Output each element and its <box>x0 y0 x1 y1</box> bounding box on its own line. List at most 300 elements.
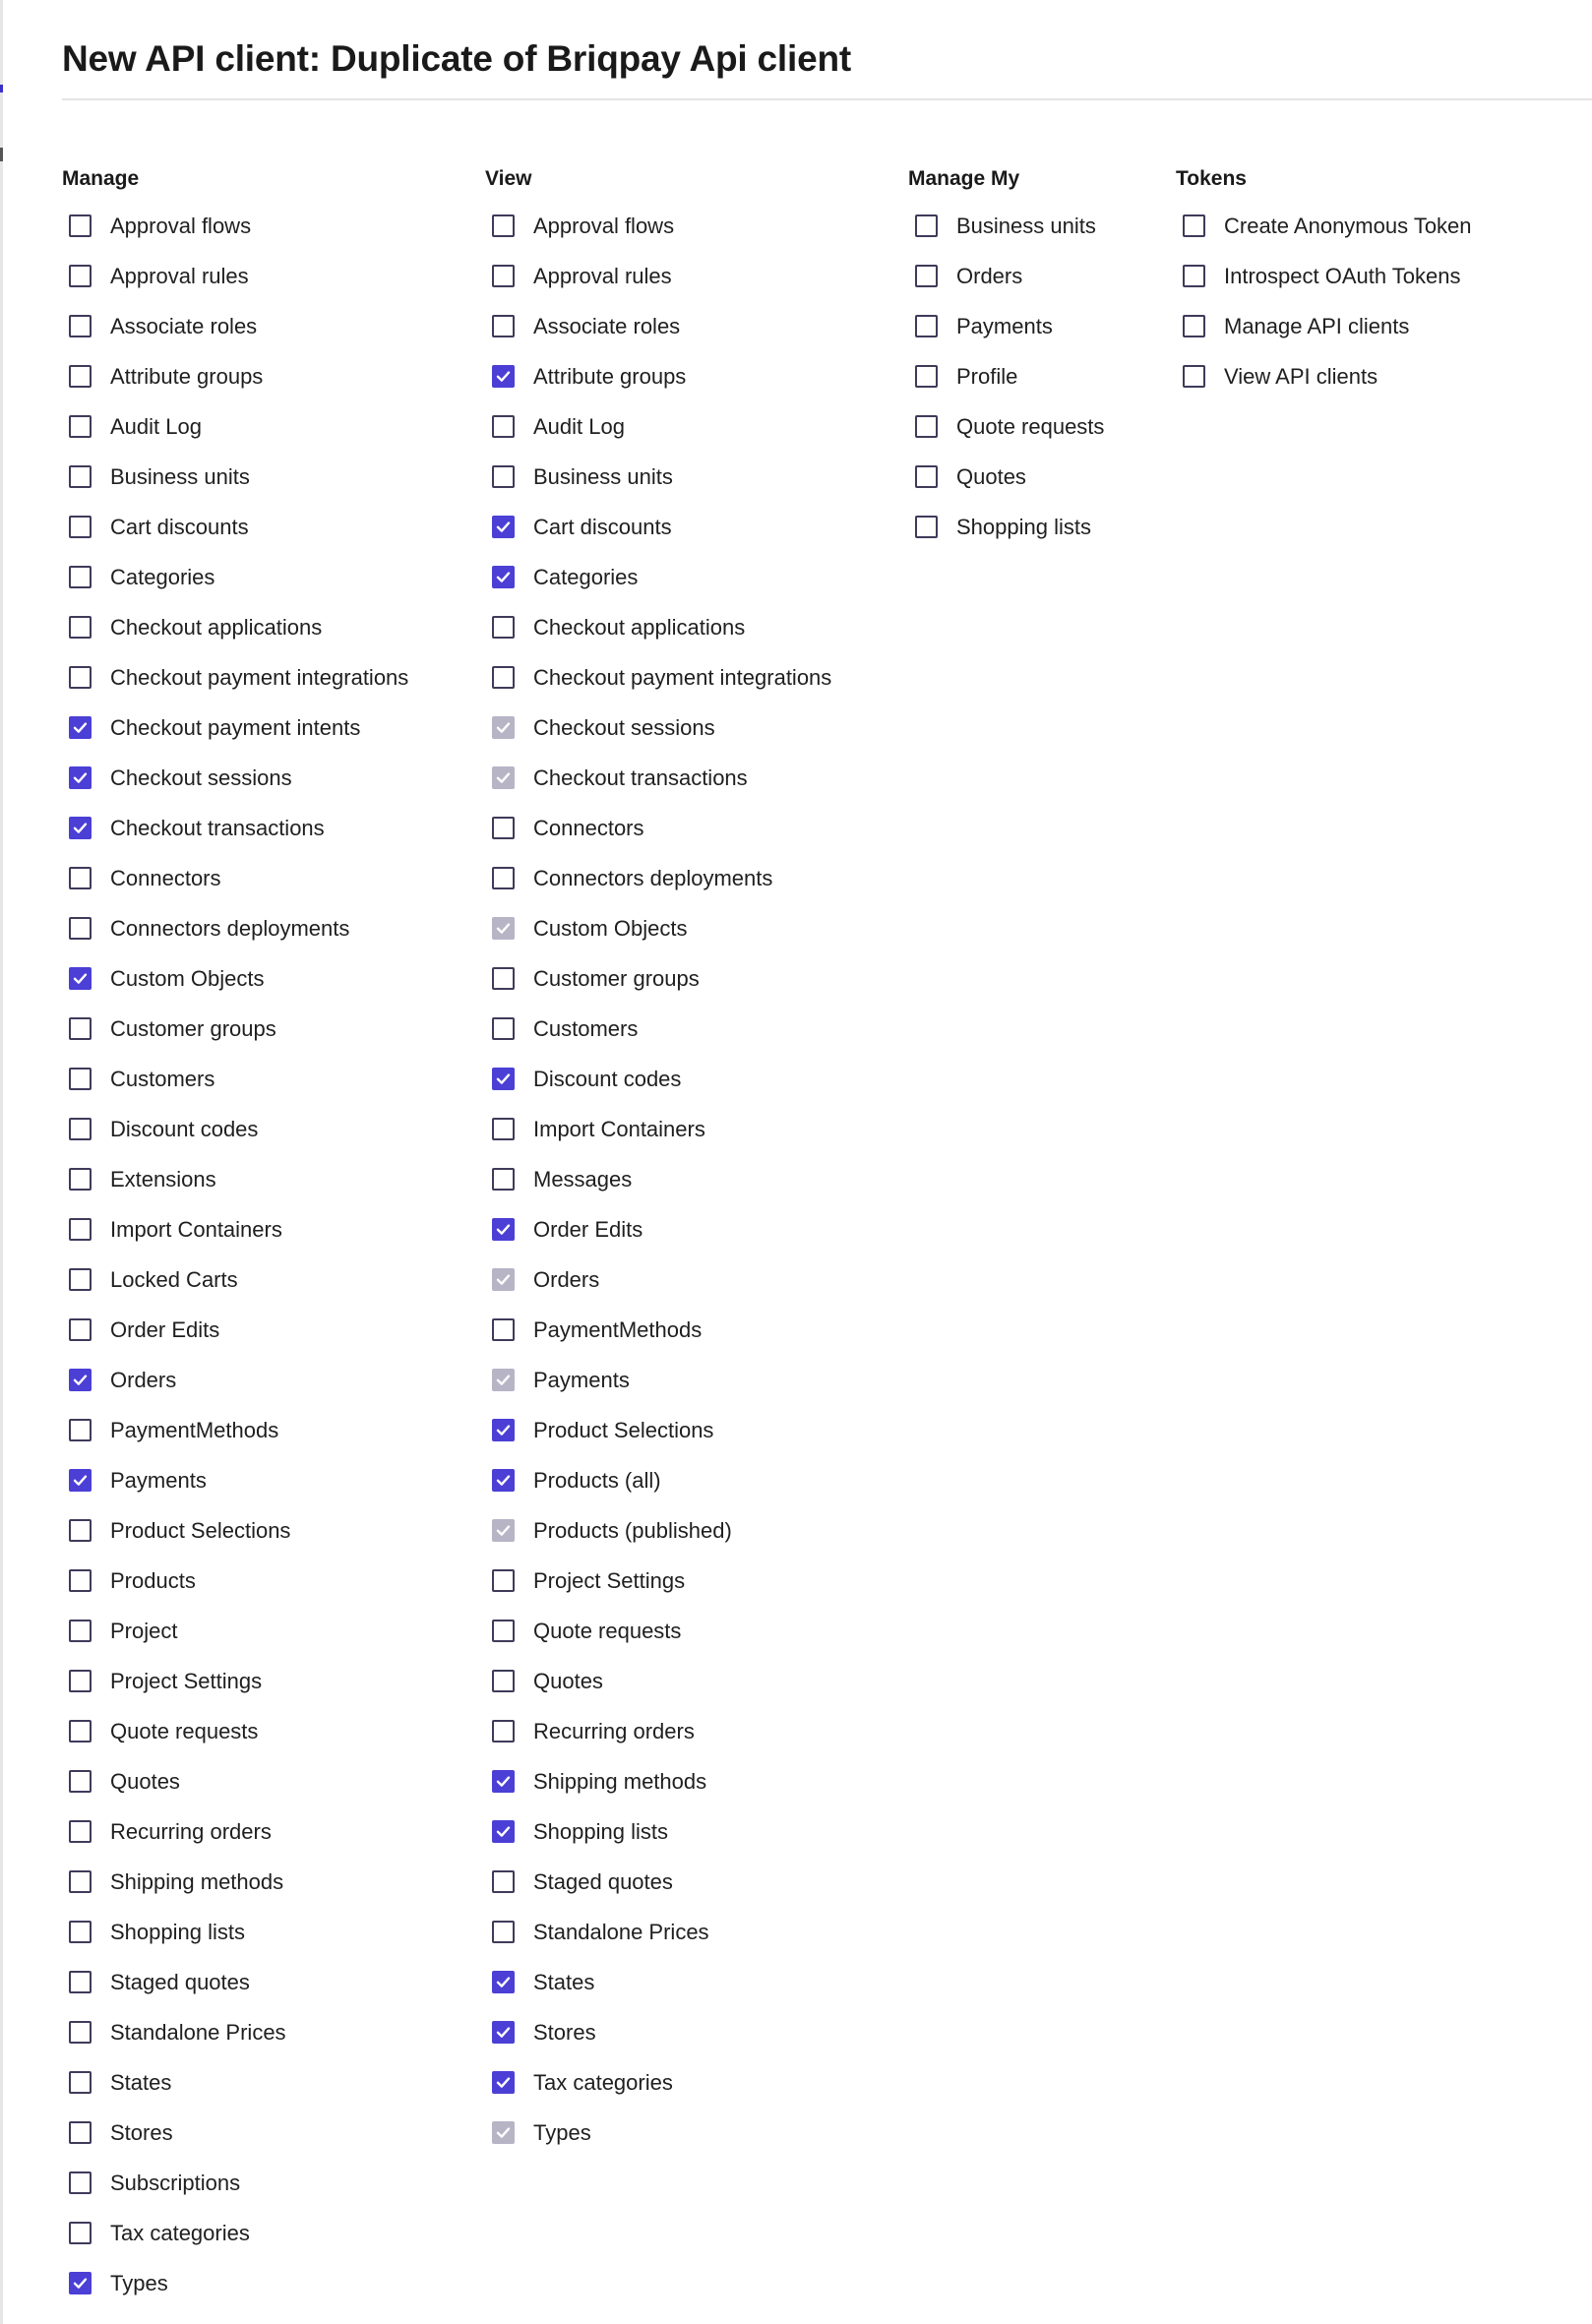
permission-view-cart-discounts[interactable] <box>485 502 831 552</box>
permission-view-states[interactable] <box>485 1957 831 2007</box>
checkbox[interactable] <box>69 2121 92 2144</box>
checkbox[interactable] <box>69 1670 92 1692</box>
permission-label: Product Selections <box>110 1517 291 1543</box>
checkbox[interactable] <box>69 716 92 739</box>
permission-label: Project Settings <box>533 1567 686 1593</box>
permission-label: Quote requests <box>533 1618 682 1643</box>
column-view <box>485 165 831 2158</box>
checkbox[interactable] <box>492 1870 515 1893</box>
checkbox[interactable] <box>69 1620 92 1642</box>
checkbox[interactable] <box>69 465 92 488</box>
permission-manage-staged-quotes[interactable] <box>62 1957 408 2007</box>
checkbox[interactable] <box>69 1569 92 1592</box>
permission-manage-business-units[interactable] <box>62 452 408 502</box>
permission-manage-checkout-payment-intents[interactable] <box>62 703 408 753</box>
checkbox[interactable] <box>69 315 92 337</box>
checkbox[interactable] <box>69 766 92 789</box>
checkbox[interactable] <box>492 1318 515 1341</box>
permission-label: Payments <box>956 313 1053 338</box>
checkbox[interactable] <box>492 415 515 438</box>
permission-label: Cart discounts <box>110 514 249 539</box>
permission-view-payments <box>485 1355 831 1405</box>
column-heading-manage-my: Manage My <box>908 167 1020 190</box>
permission-manage-discount-codes[interactable] <box>62 1104 408 1154</box>
permission-label: Connectors deployments <box>533 865 773 890</box>
permission-manage-my-orders[interactable] <box>908 251 1104 301</box>
checkbox[interactable] <box>492 365 515 388</box>
checkmark-icon <box>72 769 89 786</box>
permission-view-shipping-methods[interactable] <box>485 1756 831 1806</box>
permission-manage-associate-roles[interactable] <box>62 301 408 351</box>
checkbox[interactable] <box>69 516 92 538</box>
checkbox[interactable] <box>492 1068 515 1090</box>
checkbox[interactable] <box>69 1770 92 1793</box>
checkbox[interactable] <box>1183 365 1205 388</box>
permission-label: Checkout sessions <box>110 764 292 790</box>
permission-manage-approval-rules[interactable] <box>62 251 408 301</box>
permission-manage-checkout-sessions[interactable] <box>62 753 408 803</box>
permission-label: Shipping methods <box>533 1768 707 1794</box>
checkbox[interactable] <box>69 1971 92 1993</box>
checkbox[interactable] <box>492 265 515 287</box>
permission-view-audit-log[interactable] <box>485 401 831 452</box>
permission-view-stores[interactable] <box>485 2007 831 2057</box>
checkmark-icon <box>72 1472 89 1489</box>
checkbox[interactable] <box>69 666 92 689</box>
checkbox[interactable] <box>69 265 92 287</box>
permission-view-product-selections[interactable] <box>485 1405 831 1455</box>
checkmark-icon <box>495 2124 512 2141</box>
checkmark-icon <box>72 970 89 987</box>
permission-view-connectors[interactable] <box>485 803 831 853</box>
checkbox <box>492 716 515 739</box>
left-panel-indicator <box>0 85 3 92</box>
checkbox[interactable] <box>69 1720 92 1743</box>
permission-label: Orders <box>956 263 1023 288</box>
permission-label: Audit Log <box>110 413 202 439</box>
permission-manage-checkout-applications[interactable] <box>62 602 408 652</box>
checkmark-icon <box>495 1823 512 1840</box>
permission-manage-standalone-prices[interactable] <box>62 2007 408 2057</box>
permission-tokens-introspect-oauth-tokens[interactable] <box>1176 251 1472 301</box>
checkmark-icon <box>495 1271 512 1288</box>
checkbox[interactable] <box>492 1419 515 1441</box>
permission-label: Shipping methods <box>110 1868 284 1894</box>
checkbox[interactable] <box>69 1519 92 1542</box>
permission-label: Customers <box>533 1015 639 1041</box>
permission-manage-my-shopping-lists[interactable] <box>908 502 1104 552</box>
permission-view-quote-requests[interactable] <box>485 1606 831 1656</box>
permission-label: Project Settings <box>110 1668 263 1693</box>
permission-label: Approval flows <box>110 213 252 238</box>
permission-manage-approval-flows[interactable] <box>62 201 408 251</box>
checkmark-icon <box>72 820 89 836</box>
permission-label: Approval rules <box>533 263 672 288</box>
permission-label: Customer groups <box>533 965 700 991</box>
permission-label: Audit Log <box>533 413 625 439</box>
checkbox[interactable] <box>492 1770 515 1793</box>
checkbox[interactable] <box>915 365 938 388</box>
checkbox[interactable] <box>69 2021 92 2044</box>
checkbox[interactable] <box>492 516 515 538</box>
page-title: New API client: Duplicate of Briqpay Api client <box>62 37 851 79</box>
permission-view-business-units[interactable] <box>485 452 831 502</box>
permission-label: Quotes <box>956 463 1026 489</box>
permission-label: Tax categories <box>533 2069 673 2095</box>
permission-view-approval-rules[interactable] <box>485 251 831 301</box>
checkbox[interactable] <box>492 817 515 839</box>
permission-view-connectors-deployments[interactable] <box>485 853 831 903</box>
permission-view-checkout-sessions <box>485 703 831 753</box>
permission-label: Associate roles <box>533 313 681 338</box>
permission-label: Types <box>533 2119 591 2145</box>
permission-label: PaymentMethods <box>533 1316 703 1342</box>
checkmark-icon <box>495 2074 512 2091</box>
checkbox[interactable] <box>69 616 92 639</box>
checkbox[interactable] <box>69 566 92 588</box>
checkbox[interactable] <box>492 1971 515 1993</box>
checkbox[interactable] <box>69 2272 92 2294</box>
permission-label: Checkout payment intents <box>110 714 361 740</box>
permission-view-discount-codes[interactable] <box>485 1054 831 1104</box>
checkbox[interactable] <box>492 616 515 639</box>
permission-label: Attribute groups <box>110 363 264 389</box>
left-panel-edge <box>0 0 3 2324</box>
permission-manage-project[interactable] <box>62 1606 408 1656</box>
permission-manage-order-edits[interactable] <box>62 1305 408 1355</box>
permission-manage-paymentmethods[interactable] <box>62 1405 408 1455</box>
permission-label: Quotes <box>533 1668 603 1693</box>
checkbox[interactable] <box>492 566 515 588</box>
permission-label: Quote requests <box>110 1718 259 1743</box>
permission-label: Locked Carts <box>110 1266 238 1292</box>
permission-view-messages[interactable] <box>485 1154 831 1204</box>
permission-manage-types[interactable] <box>62 2258 408 2308</box>
permission-label: Tax categories <box>110 2220 250 2245</box>
checkbox[interactable] <box>69 1469 92 1492</box>
permission-tokens-view-api-clients[interactable] <box>1176 351 1472 401</box>
permission-label: Custom Objects <box>110 965 265 991</box>
checkbox[interactable] <box>69 1118 92 1140</box>
permission-label: Shopping lists <box>533 1818 668 1844</box>
checkbox[interactable] <box>69 1068 92 1090</box>
checkbox[interactable] <box>69 415 92 438</box>
checkbox[interactable] <box>1183 265 1205 287</box>
permission-label: Orders <box>533 1266 600 1292</box>
checkbox[interactable] <box>69 1419 92 1441</box>
permission-view-project-settings[interactable] <box>485 1556 831 1606</box>
permission-label: Custom Objects <box>533 915 688 941</box>
title-divider <box>62 98 1592 100</box>
permission-label: Cart discounts <box>533 514 672 539</box>
permission-label: Categories <box>533 564 639 589</box>
checkbox[interactable] <box>69 917 92 940</box>
permission-manage-subscriptions[interactable] <box>62 2158 408 2208</box>
checkbox <box>492 766 515 789</box>
permission-label: Associate roles <box>110 313 258 338</box>
permission-list-view <box>485 201 831 2158</box>
checkbox[interactable] <box>69 365 92 388</box>
permission-label: Staged quotes <box>110 1969 250 1994</box>
permission-manage-connectors[interactable] <box>62 853 408 903</box>
checkbox[interactable] <box>492 1670 515 1692</box>
permission-label: Profile <box>956 363 1018 389</box>
permission-manage-customers[interactable] <box>62 1054 408 1104</box>
permission-label: Extensions <box>110 1166 216 1192</box>
permission-manage-my-quotes[interactable] <box>908 452 1104 502</box>
permission-view-import-containers[interactable] <box>485 1104 831 1154</box>
permission-label: Products (published) <box>533 1517 732 1543</box>
permission-label: Approval flows <box>533 213 675 238</box>
permission-view-standalone-prices[interactable] <box>485 1907 831 1957</box>
permission-manage-checkout-transactions[interactable] <box>62 803 408 853</box>
checkbox[interactable] <box>915 265 938 287</box>
checkbox[interactable] <box>69 1017 92 1040</box>
checkbox[interactable] <box>69 2071 92 2094</box>
permission-label: Checkout applications <box>110 614 323 640</box>
permission-manage-tax-categories[interactable] <box>62 2208 408 2258</box>
permission-manage-import-containers[interactable] <box>62 1204 408 1254</box>
permission-view-orders <box>485 1254 831 1305</box>
permission-label: Discount codes <box>533 1066 682 1091</box>
checkbox[interactable] <box>492 1168 515 1191</box>
permission-label: Connectors deployments <box>110 915 350 941</box>
checkbox[interactable] <box>69 1268 92 1291</box>
checkbox[interactable] <box>915 516 938 538</box>
permission-label: Categories <box>110 564 215 589</box>
permission-manage-audit-log[interactable] <box>62 401 408 452</box>
checkmark-icon <box>495 368 512 385</box>
permission-view-customer-groups[interactable] <box>485 953 831 1004</box>
checkmark-icon <box>495 1422 512 1438</box>
permission-manage-my-business-units[interactable] <box>908 201 1104 251</box>
permission-label: Recurring orders <box>533 1718 695 1743</box>
checkbox[interactable] <box>492 867 515 889</box>
permission-label: Project <box>110 1618 178 1643</box>
checkbox[interactable] <box>1183 214 1205 237</box>
permission-view-associate-roles[interactable] <box>485 301 831 351</box>
checkmark-icon <box>495 1974 512 1990</box>
checkbox[interactable] <box>69 1369 92 1391</box>
checkbox[interactable] <box>492 1218 515 1241</box>
permission-label: Products (all) <box>533 1467 661 1493</box>
checkbox[interactable] <box>69 1318 92 1341</box>
checkmark-icon <box>495 1522 512 1539</box>
permission-label: Shopping lists <box>110 1919 245 1944</box>
checkbox[interactable] <box>69 817 92 839</box>
permission-view-staged-quotes[interactable] <box>485 1857 831 1907</box>
checkbox <box>492 1369 515 1391</box>
permission-label: States <box>533 1969 595 1994</box>
checkbox[interactable] <box>492 315 515 337</box>
permission-label: Customers <box>110 1066 215 1091</box>
checkbox[interactable] <box>492 1569 515 1592</box>
checkmark-icon <box>72 2275 89 2292</box>
permission-label: Staged quotes <box>533 1868 673 1894</box>
checkbox[interactable] <box>69 214 92 237</box>
permission-label: Business units <box>956 213 1096 238</box>
permission-manage-products[interactable] <box>62 1556 408 1606</box>
permission-view-products-all[interactable] <box>485 1455 831 1505</box>
permission-label: Product Selections <box>533 1417 714 1442</box>
permission-view-attribute-groups[interactable] <box>485 351 831 401</box>
checkmark-icon <box>72 1372 89 1388</box>
permission-label: Orders <box>110 1367 177 1392</box>
checkbox[interactable] <box>492 1921 515 1943</box>
permission-label: Business units <box>533 463 673 489</box>
permission-manage-locked-carts[interactable] <box>62 1254 408 1305</box>
checkbox[interactable] <box>492 1620 515 1642</box>
permission-view-checkout-transactions <box>485 753 831 803</box>
permission-manage-shipping-methods[interactable] <box>62 1857 408 1907</box>
permission-tokens-create-anonymous-token[interactable] <box>1176 201 1472 251</box>
checkmark-icon <box>495 2024 512 2041</box>
permission-label: Discount codes <box>110 1116 259 1141</box>
permission-label: Attribute groups <box>533 363 687 389</box>
permission-label: Standalone Prices <box>110 2019 286 2045</box>
permission-label: Approval rules <box>110 263 249 288</box>
checkmark-icon <box>495 719 512 736</box>
permission-view-quotes[interactable] <box>485 1656 831 1706</box>
permission-manage-custom-objects[interactable] <box>62 953 408 1004</box>
permission-manage-attribute-groups[interactable] <box>62 351 408 401</box>
checkbox <box>492 1519 515 1542</box>
permission-label: View API clients <box>1224 363 1378 389</box>
permission-manage-orders[interactable] <box>62 1355 408 1405</box>
permission-label: Import Containers <box>533 1116 705 1141</box>
permission-label: Checkout sessions <box>533 714 715 740</box>
checkbox[interactable] <box>69 867 92 889</box>
checkbox[interactable] <box>69 1820 92 1843</box>
permission-manage-stores[interactable] <box>62 2108 408 2158</box>
checkbox[interactable] <box>492 1118 515 1140</box>
permission-label: Stores <box>533 2019 596 2045</box>
permission-label: Shopping lists <box>956 514 1091 539</box>
checkbox[interactable] <box>915 315 938 337</box>
checkmark-icon <box>495 1221 512 1238</box>
permission-view-recurring-orders[interactable] <box>485 1706 831 1756</box>
permission-view-approval-flows[interactable] <box>485 201 831 251</box>
permission-label: Messages <box>533 1166 633 1192</box>
checkbox[interactable] <box>492 1720 515 1743</box>
permission-label: Subscriptions <box>110 2170 241 2195</box>
permission-label: Payments <box>110 1467 207 1493</box>
permission-manage-checkout-payment-integrations[interactable] <box>62 652 408 703</box>
checkbox[interactable] <box>915 415 938 438</box>
checkbox[interactable] <box>492 967 515 990</box>
checkbox <box>492 1268 515 1291</box>
permission-view-order-edits[interactable] <box>485 1204 831 1254</box>
permission-manage-product-selections[interactable] <box>62 1505 408 1556</box>
checkbox[interactable] <box>492 1820 515 1843</box>
permission-label: Quote requests <box>956 413 1105 439</box>
permission-manage-my-profile[interactable] <box>908 351 1104 401</box>
checkbox[interactable] <box>492 666 515 689</box>
checkbox[interactable] <box>492 465 515 488</box>
permission-label: Types <box>110 2270 168 2295</box>
permission-label: Stores <box>110 2119 173 2145</box>
checkbox <box>492 2121 515 2144</box>
permission-label: Import Containers <box>110 1216 282 1242</box>
checkbox[interactable] <box>69 1218 92 1241</box>
permission-label: Recurring orders <box>110 1818 272 1844</box>
checkbox[interactable] <box>915 465 938 488</box>
permission-view-paymentmethods[interactable] <box>485 1305 831 1355</box>
checkbox[interactable] <box>492 214 515 237</box>
checkbox[interactable] <box>69 967 92 990</box>
permission-label: Create Anonymous Token <box>1224 213 1472 238</box>
checkbox[interactable] <box>492 1469 515 1492</box>
permission-label: PaymentMethods <box>110 1417 279 1442</box>
permission-manage-quote-requests[interactable] <box>62 1706 408 1756</box>
permission-list-tokens <box>1176 201 1472 401</box>
checkbox[interactable] <box>69 1870 92 1893</box>
checkmark-icon <box>495 1472 512 1489</box>
checkbox[interactable] <box>69 2171 92 2194</box>
permission-view-tax-categories[interactable] <box>485 2057 831 2108</box>
permission-label: Standalone Prices <box>533 1919 709 1944</box>
checkmark-icon <box>495 1070 512 1087</box>
permission-manage-states[interactable] <box>62 2057 408 2108</box>
permission-label: Payments <box>533 1367 630 1392</box>
permission-manage-extensions[interactable] <box>62 1154 408 1204</box>
permission-label: Checkout applications <box>533 614 746 640</box>
permission-manage-customer-groups[interactable] <box>62 1004 408 1054</box>
permission-list-manage <box>62 201 408 2308</box>
permission-manage-my-payments[interactable] <box>908 301 1104 351</box>
permission-manage-cart-discounts[interactable] <box>62 502 408 552</box>
permission-manage-categories[interactable] <box>62 552 408 602</box>
permission-label: Checkout payment integrations <box>110 664 409 690</box>
checkbox[interactable] <box>69 2222 92 2244</box>
permission-manage-shopping-lists[interactable] <box>62 1907 408 1957</box>
permission-view-shopping-lists[interactable] <box>485 1806 831 1857</box>
permission-manage-recurring-orders[interactable] <box>62 1806 408 1857</box>
permission-label: Connectors <box>533 815 644 840</box>
permission-view-products-published <box>485 1505 831 1556</box>
column-manage <box>62 165 408 2308</box>
permission-manage-connectors-deployments[interactable] <box>62 903 408 953</box>
checkbox[interactable] <box>492 1017 515 1040</box>
permission-label: Order Edits <box>110 1316 220 1342</box>
permission-view-customers[interactable] <box>485 1004 831 1054</box>
checkbox <box>492 917 515 940</box>
checkbox[interactable] <box>492 2021 515 2044</box>
permission-view-categories[interactable] <box>485 552 831 602</box>
checkbox[interactable] <box>1183 315 1205 337</box>
permission-label: Checkout transactions <box>533 764 748 790</box>
checkbox[interactable] <box>492 2071 515 2094</box>
permission-manage-payments[interactable] <box>62 1455 408 1505</box>
permission-manage-quotes[interactable] <box>62 1756 408 1806</box>
permission-view-types <box>485 2108 831 2158</box>
permission-tokens-manage-api-clients[interactable] <box>1176 301 1472 351</box>
column-heading-manage: Manage <box>62 167 140 190</box>
permission-view-custom-objects <box>485 903 831 953</box>
column-tokens <box>1176 165 1472 401</box>
checkbox[interactable] <box>915 214 938 237</box>
permission-view-checkout-payment-integrations[interactable] <box>485 652 831 703</box>
permission-manage-my-quote-requests[interactable] <box>908 401 1104 452</box>
permission-label: Business units <box>110 463 250 489</box>
permission-view-checkout-applications[interactable] <box>485 602 831 652</box>
checkbox[interactable] <box>69 1168 92 1191</box>
checkmark-icon <box>495 920 512 937</box>
checkmark-icon <box>495 1372 512 1388</box>
column-manage-my <box>908 165 1104 552</box>
checkbox[interactable] <box>69 1921 92 1943</box>
permission-manage-project-settings[interactable] <box>62 1656 408 1706</box>
